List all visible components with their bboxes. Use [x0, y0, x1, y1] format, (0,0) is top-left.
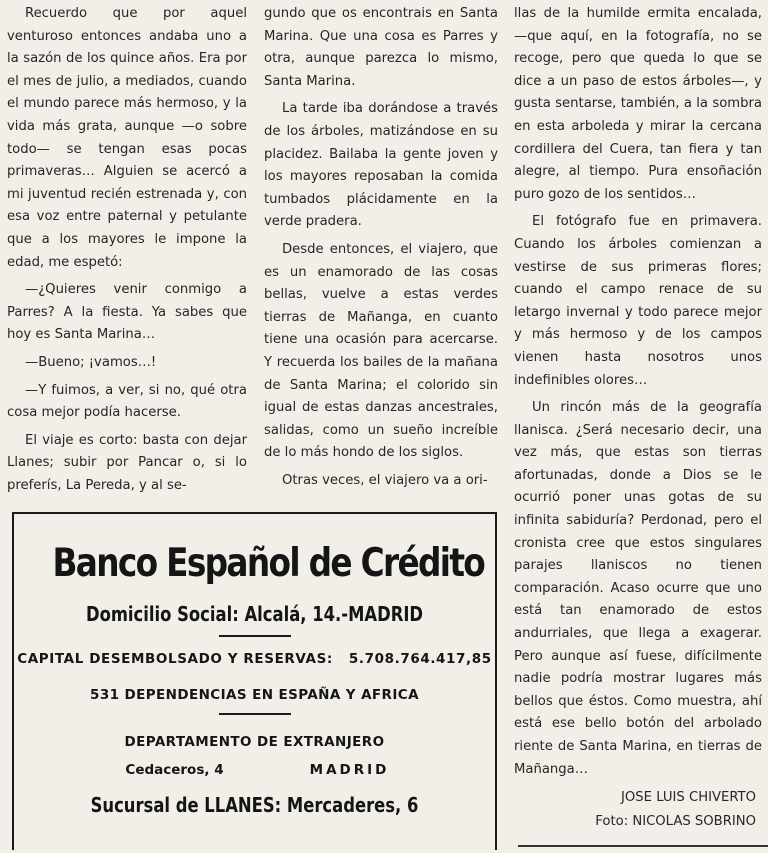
- paragraph: —Y fuimos, a ver, si no, qué otra cosa mejor podía hacerse.: [7, 382, 247, 421]
- column-divider: [518, 845, 768, 847]
- paragraph: Un rincón más de la geografía llanisca. ¿Será necesario decir, una vez más, que estas son tierras afortunadas, donde a Dios se le ocurrió poner unas gotas de su infinita sabiduría? Perdonad, pero el cronista cree que estos singulares parajes llaniscos no tienen comparación. Acaso ocurre que uno está tan enamorado de estos andurriales, que llega a exagerar. Pero aunque así fuese, difícilmente nadie podría mostrar lugares más bellos que éstos. Como muestra, ahí está ese bello botón del arbolado riente de Santa Marina, en tierras de Mañanga…: [514, 400, 762, 777]
- ad-dependencies: 531 DEPENDENCIAS EN ESPAÑA Y AFRICA: [90, 687, 419, 703]
- article-column-2: [264, 3, 498, 497]
- capital-amount: 5.708.764.417,85: [348, 651, 492, 667]
- paragraph: Otras veces, el viajero va a ori-: [282, 472, 488, 488]
- article-column-3: [514, 3, 762, 834]
- paragraph: Desde entonces, el viajero, que es un enamorado de las cosas bellas, vuelve a estas verdes tierras de Mañanga, en cuanto tiene una ocasión para acercarse. Y recuerda los bailes de la mañana de Santa Marina; el colorido sin igual de estas danzas ancestrales, salidas, como un sueño increíble de lo más hondo de los siglos.: [264, 241, 498, 461]
- article-column-1: [7, 3, 247, 502]
- byline: [514, 786, 762, 834]
- ad-department: DEPARTAMENTO DE EXTRANJERO: [124, 734, 385, 750]
- paragraph: La tarde iba dorándose a través de los árboles, matizándose en su placidez. Bailaba la gente joven y los mayores reposaban la comida tumbados plácidamente en la verde pradera.: [264, 101, 498, 230]
- paragraph: llas de la humilde ermita encalada, —que aquí, en la fotografía, no se recoge, pero que queda lo que se dice a un paso de estos árboles—, y gusta sentarse, también, a la sombra en esta arboleda y mirar la cercana cordillera del Cuera, tan fiera y tan alegre, al tiempo. Pura ensoñación puro gozo de los sentidos…: [514, 6, 762, 202]
- author-name: JOSE LUIS CHIVERTO: [621, 790, 756, 806]
- paragraph: —Bueno; ¡vamos…!: [25, 354, 157, 370]
- paragraph: El fotógrafo fue en primavera. Cuando los árboles comienzan a vestirse de sus primeras flores; cuando el campo renace de su letargo invernal y todo parece mejor y más hermoso y de los campos vienen hasta nosotros unos indefinibles olores…: [514, 214, 762, 388]
- ad-city: MADRID: [309, 762, 390, 778]
- ad-capital: [14, 650, 495, 668]
- paragraph: —¿Quieres venir conmigo a Parres? A la fiesta. Ya sabes que hoy es Santa Marina…: [7, 282, 247, 343]
- ad-street: Cedaceros, 4: [125, 762, 224, 778]
- ad-title: Banco Español de Crédito: [52, 541, 485, 586]
- paragraph: El viaje es corto: basta con dejar Llanes; subir por Pancar o, si lo preferís, La Pereda, y al se-: [7, 432, 247, 493]
- paragraph: Recuerdo que por aquel venturoso entonces andaba uno a la sazón de los quince años. Era por el mes de julio, a mediados, cuando el mundo parece más hermoso, y la vida más grata, aunque —o sobre todo— se tengan esas pocas primaveras… Alguien se acercó a mi juventud recién estrenada y, con esa voz entre paternal y petulante que a los mayores le impone la edad, me espetó:: [7, 6, 247, 270]
- ad-divider: [219, 713, 291, 715]
- photo-credit: Foto: NICOLAS SOBRINO: [595, 814, 756, 830]
- ad-department-address: [14, 761, 495, 779]
- ad-branch: Sucursal de LLANES: Mercaderes, 6: [90, 793, 419, 817]
- paragraph: gundo que os encontrais en Santa Marina. Que una cosa es Parres y otra, aunque parezca lo mismo, Santa Marina.: [264, 6, 498, 89]
- ad-address: Domicilio Social: Alcalá, 14.-MADRID: [85, 602, 424, 626]
- capital-label: CAPITAL DESEMBOLSADO Y RESERVAS:: [17, 651, 333, 667]
- bank-advertisement: [12, 512, 497, 850]
- ad-divider: [219, 635, 291, 637]
